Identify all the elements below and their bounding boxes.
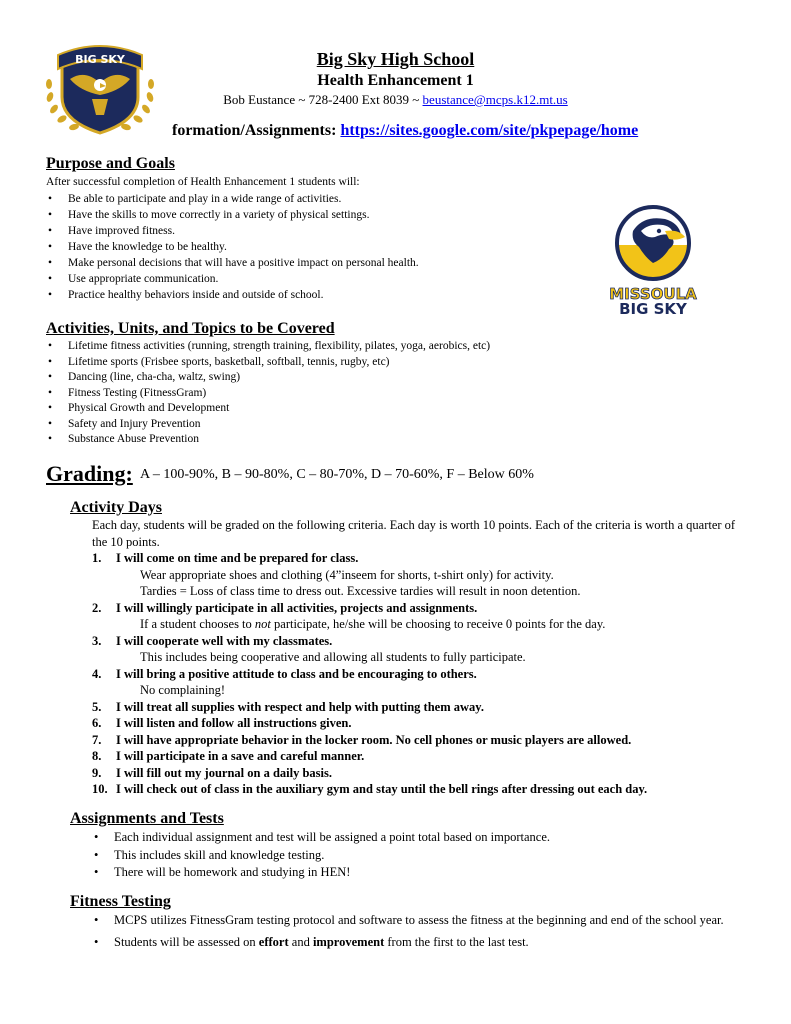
grading-heading: Grading: [46, 461, 133, 486]
school-title: Big Sky High School [316, 49, 475, 69]
criteria-item [92, 600, 772, 633]
crest-banner-text: BIG SKY [75, 53, 125, 66]
criteria-item [92, 748, 772, 765]
list-item [92, 934, 752, 952]
criteria-item [92, 781, 772, 798]
list-item: • Substance Abuse Prevention [46, 432, 490, 448]
list-item: • Each individual assignment and test will be assigned a point total based on importance. [92, 829, 550, 847]
criteria-item [92, 699, 772, 716]
fitness-list [92, 912, 752, 951]
criteria-text: I will cooperate well with my classmates. [116, 633, 333, 648]
criteria-text: I will bring a positive attitude to class and be encouraging to others. [116, 666, 477, 681]
criteria-number: 4. [92, 666, 102, 681]
list-item-bold: improvement [312, 934, 385, 949]
detail-text: participate, he/she will be choosing to receive 0 points for the day. [270, 617, 606, 631]
criteria-item [92, 666, 772, 699]
detail-emphasis: not [254, 617, 271, 631]
list-item: • Have the skills to move correctly in a variety of physical settings. [46, 207, 419, 223]
list-item: • Safety and Injury Prevention [46, 417, 490, 433]
criteria-text: I will treat all supplies with respect and help with putting them away. [116, 699, 484, 714]
criteria-detail: No complaining! [140, 683, 226, 697]
purpose-heading: Purpose and Goals [46, 155, 175, 172]
criteria-list [92, 550, 772, 798]
list-item: • MCPS utilizes FitnessGram testing protocol and software to assess the fitness at the beginning and end of the school year. [92, 912, 752, 930]
contact-text: Bob Eustance ~ 728-2400 Ext 8039 ~ [223, 92, 423, 107]
list-item-text: and [288, 934, 313, 949]
list-item: • Lifetime sports (Frisbee sports, basketball, softball, tennis, rugby, etc) [46, 355, 490, 371]
list-item-text: from the first to the last test. [384, 934, 529, 949]
list-item-text: Students will be assessed on [114, 934, 259, 949]
criteria-number: 3. [92, 633, 102, 648]
activity-days-heading: Activity Days [70, 499, 162, 516]
contact-line [0, 92, 791, 108]
fitness-heading: Fitness Testing [70, 893, 171, 910]
criteria-text: I will willingly participate in all activities, projects and assignments. [116, 600, 478, 615]
criteria-number: 9. [92, 765, 102, 780]
list-item: • Make personal decisions that will have a positive impact on personal health. [46, 255, 419, 271]
criteria-text: I will come on time and be prepared for class. [116, 551, 359, 565]
list-item: • Be able to participate and play in a wide range of activities. [46, 191, 419, 207]
criteria-text: I will fill out my journal on a daily basis. [116, 765, 333, 780]
assignments-list [92, 829, 550, 882]
criteria-number: 2. [92, 600, 102, 615]
criteria-number: 1. [92, 551, 102, 565]
course-title: Health Enhancement 1 [317, 72, 474, 89]
criteria-number: 6. [92, 716, 102, 730]
purpose-intro: After successful completion of Health Enhancement 1 students will: [46, 176, 360, 188]
criteria-item [92, 633, 772, 666]
logo-text-missoula: MISSOULA [609, 285, 697, 303]
criteria-item [92, 550, 772, 600]
detail-text: If a student chooses to [140, 617, 255, 631]
criteria-detail: Tardies = Loss of class time to dress out. Excessive tardies will result in noon detention. [140, 584, 581, 598]
criteria-text: I will listen and follow all instructions given. [116, 716, 352, 730]
criteria-item [92, 765, 772, 782]
email-link[interactable]: beustance@mcps.k12.mt.us [422, 92, 568, 107]
info-label: formation/Assignments: [172, 122, 341, 139]
list-item-bold: effort [258, 934, 289, 949]
list-item: • Dancing (line, cha-cha, waltz, swing) [46, 370, 490, 386]
criteria-item [92, 732, 772, 749]
criteria-detail: Wear appropriate shoes and clothing (4”inseem for shorts, t-shirt only) for activity. [140, 567, 554, 582]
list-item: • This includes skill and knowledge testing. [92, 847, 550, 865]
criteria-number: 5. [92, 699, 102, 714]
list-item: • Physical Growth and Development [46, 401, 490, 417]
activity-days-intro: Each day, students will be graded on the following criteria. Each day is worth 10 points. Each of the criteria is worth a quarter of the 10 points. [92, 518, 736, 549]
criteria-number: 7. [92, 732, 102, 747]
assignments-heading: Assignments and Tests [70, 810, 224, 827]
activities-heading: Activities, Units, and Topics to be Covered [46, 320, 335, 337]
list-item: • Have improved fitness. [46, 223, 419, 239]
criteria-detail: This includes being cooperative and allowing all students to fully participate. [140, 650, 526, 664]
list-item: • Use appropriate communication. [46, 271, 419, 287]
missoula-big-sky-logo [593, 201, 713, 321]
list-item: • Lifetime fitness activities (running, strength training, flexibility, pilates, yoga, aerobics, etc) [46, 339, 490, 355]
criteria-number: 8. [92, 749, 102, 763]
criteria-detail [116, 616, 772, 633]
purpose-list [46, 191, 419, 303]
logo-text-big-sky: BIG SKY [619, 300, 687, 318]
criteria-text: I will have appropriate behavior in the locker room. No cell phones or music players are allowed. [116, 732, 632, 747]
info-url-link[interactable]: https://sites.google.com/site/pkpepage/home [340, 122, 639, 139]
criteria-number: 10. [92, 782, 108, 796]
activities-list [46, 339, 490, 448]
criteria-item [92, 715, 772, 732]
grading-scale: A – 100-90%, B – 90-80%, C – 80-70%, D – 70-60%, F – Below 60% [140, 467, 534, 482]
list-item: • There will be homework and studying in HEN! [92, 864, 550, 882]
criteria-text: I will check out of class in the auxiliary gym and stay until the bell rings after dressing out each day. [116, 782, 648, 796]
list-item: • Have the knowledge to be healthy. [46, 239, 419, 255]
list-item: • Practice healthy behaviors inside and outside of school. [46, 287, 419, 303]
list-item: • Fitness Testing (FitnessGram) [46, 386, 490, 402]
criteria-text: I will participate in a save and careful manner. [116, 749, 365, 763]
info-line [172, 122, 638, 140]
